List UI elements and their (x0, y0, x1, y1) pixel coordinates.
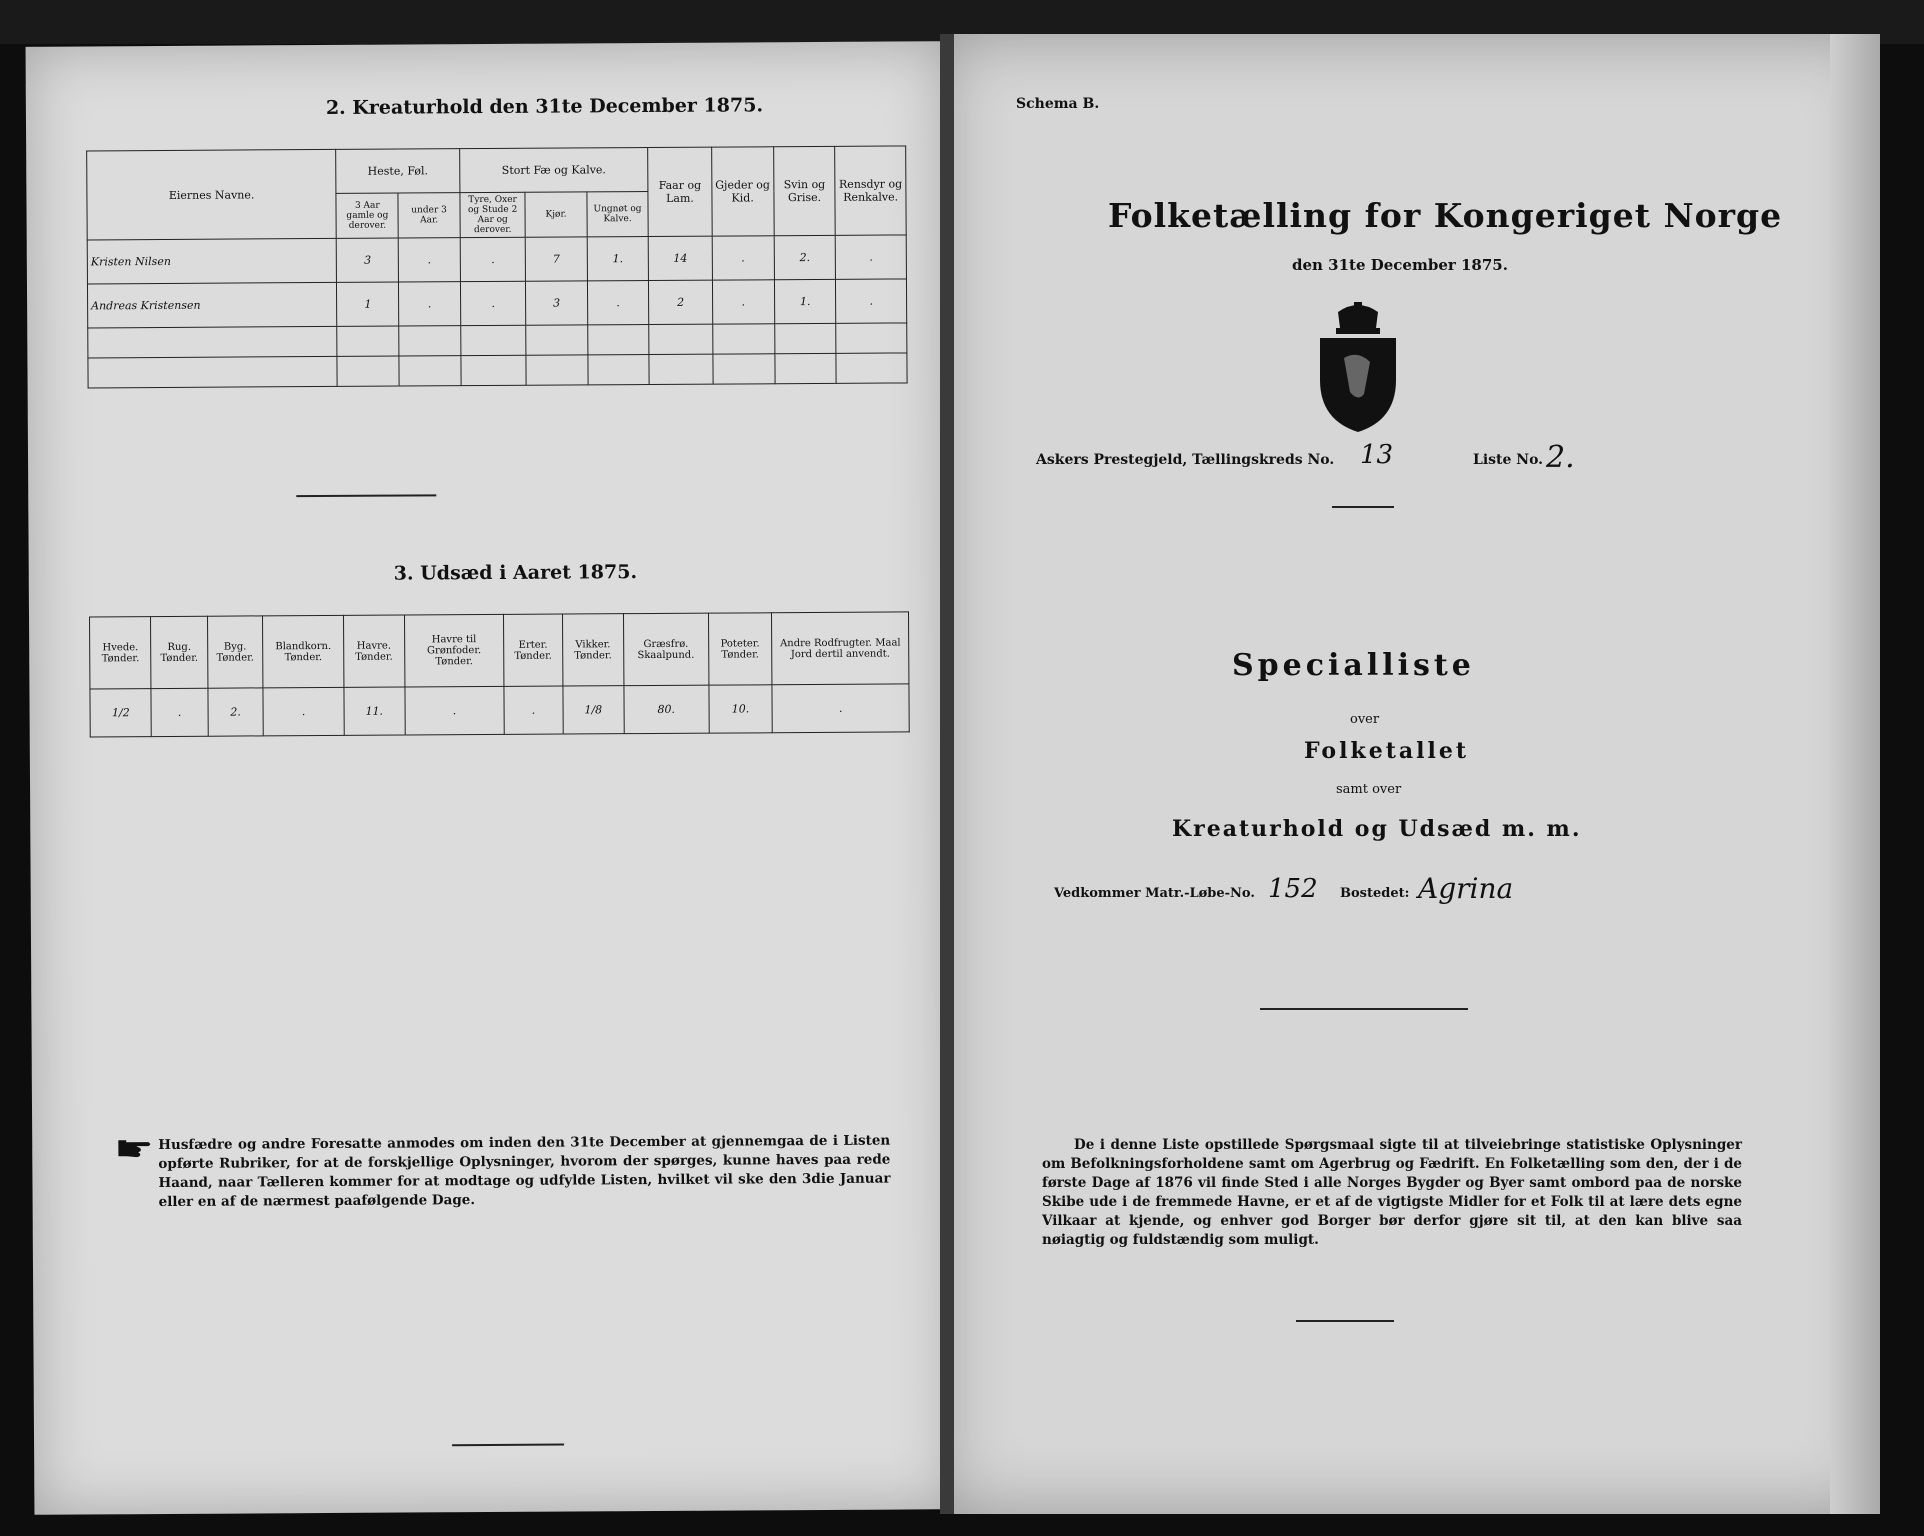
cell-value: . (399, 238, 461, 282)
pointing-hand-icon (118, 1136, 152, 1160)
sowing-value: . (504, 686, 563, 734)
special-heading: Specialliste (1232, 648, 1475, 683)
col-svin: Svin og Grise. (773, 146, 835, 235)
cell-value: 1. (587, 237, 649, 281)
col-faar: Faar og Lam. (648, 147, 712, 236)
liste-label: Liste No. (1473, 452, 1544, 468)
cell-value: . (460, 281, 526, 325)
sowing-col-header: Blandkorn. Tønder. (263, 615, 344, 687)
sowing-value: 1/2 (90, 689, 152, 737)
cell-value: 2 (649, 280, 713, 324)
cell-value: . (836, 235, 907, 279)
col-gjeder: Gjeder og Kid. (711, 147, 774, 236)
owner-name: Kristen Nilsen (87, 238, 337, 284)
sowing-col-header: Rug. Tønder. (151, 616, 208, 688)
sowing-col-header: Hvede. Tønder. (90, 617, 152, 689)
schema-label: Schema B. (1016, 96, 1100, 112)
sowing-value: . (151, 688, 207, 736)
sowing-col-header: Erter. Tønder. (504, 614, 563, 686)
divider (1332, 506, 1394, 508)
notice-text: Husfædre og andre Foresatte anmodes om inden den 31te December at gjennemgaa de i Listen opførte Rubriker, for at de forskjellige Oplysninger, hvorom der spørges, kunne haves paa rede Haand, naar Tælleren kommer for at modtage og udfylde Listen, hvilket vil ske den 3die Januar eller en af de nærmest paafølgende Dage. (158, 1132, 891, 1211)
divider (1260, 1008, 1468, 1010)
cell-value: 1. (774, 279, 836, 323)
sub-ungnoet: Ungnøt og Kalve. (586, 192, 648, 237)
cell-value: . (712, 280, 774, 324)
samt-over-text: samt over (1336, 782, 1402, 797)
coat-of-arms-icon (1314, 302, 1402, 434)
cell-value: . (460, 237, 526, 281)
table-row (88, 323, 907, 358)
sowing-value: . (405, 686, 505, 735)
sowing-value: 80. (624, 685, 709, 734)
bostedet-value: Agrina (1418, 872, 1514, 905)
group-stort-fae: Stort Fæ og Kalve. (459, 148, 648, 193)
sub-kjer: Kjør. (525, 192, 586, 237)
kreatur-heading: Kreaturhold og Udsæd m. m. (1172, 816, 1582, 842)
cell-value: . (399, 282, 461, 326)
table-row (88, 353, 907, 388)
title-date: den 31te December 1875. (1292, 256, 1508, 274)
cell-value: 1 (337, 282, 399, 326)
sowing-value: . (263, 687, 344, 735)
right-page (940, 34, 1880, 1514)
sowing-col-header: Poteter. Tønder. (708, 613, 772, 685)
sowing-table (89, 611, 910, 737)
group-heste: Heste, Føl. (336, 149, 460, 194)
sowing-col-header: Havre. Tønder. (343, 615, 404, 687)
liste-number: 2. (1546, 440, 1575, 475)
divider (296, 494, 436, 497)
matr-number: 152 (1268, 874, 1318, 904)
divider (1296, 1320, 1394, 1322)
sowing-value: 10. (708, 685, 772, 733)
sub-heste-young: under 3 Aar. (398, 193, 460, 238)
cell-value: . (836, 279, 907, 323)
sowing-col-header: Vikker. Tønder. (562, 614, 624, 686)
cell-value: 3 (337, 238, 399, 282)
table-row (87, 235, 906, 284)
sowing-value: 2. (208, 688, 264, 736)
sowing-col-header: Havre til Grønfoder. Tønder. (404, 614, 504, 687)
left-page (26, 41, 955, 1515)
parish-label: Askers Prestegjeld, Tællingskreds No. (1036, 452, 1335, 468)
bostedet-label: Bostedet: (1340, 886, 1410, 901)
sowing-value: 11. (344, 687, 405, 735)
cell-value: 3 (526, 281, 587, 325)
sowing-col-header: Byg. Tønder. (207, 616, 263, 688)
matr-label: Vedkommer Matr.-Løbe-No. (1054, 886, 1255, 901)
intro-paragraph: De i denne Liste opstillede Spørgsmaal sigte til at tilveiebringe statistiske Oplysninger om Befolkningsforholdene samt om Agerbrug og Fædrift. En Folketælling som den, der i de første Dage af 1876 vil finde Sted i alle Norges Bygder og Byer samt ombord paa de norske Skibe ude i de fremmede Havne, er et af de vigtigste Midler for et Folk til at lære dets egne Vilkaar at kjende, og enhver god Borger bør derfor gjøre sit til, at den kan blive saa nøiagtig og fuldstændig som muligt. (1042, 1137, 1742, 1248)
kreds-number: 13 (1360, 440, 1394, 470)
page-title: Folketælling for Kongeriget Norge (1108, 196, 1783, 235)
sowing-col-header: Andre Rodfrugter. Maal Jord dertil anvendt. (772, 612, 909, 685)
col-rensdyr: Rensdyr og Renkalve. (835, 146, 906, 235)
divider (452, 1444, 564, 1447)
sub-heste-old: 3 Aar gamle og derover. (336, 193, 398, 238)
table-row (90, 684, 909, 737)
table-row (87, 279, 906, 328)
cell-value: 14 (649, 236, 713, 280)
sub-tyre: Tyre, Oxer og Stude 2 Aar og derover. (460, 192, 526, 237)
cell-value: . (587, 281, 649, 325)
sowing-value: . (772, 684, 909, 733)
livestock-table (86, 145, 907, 388)
sowing-col-header: Græsfrø. Skaalpund. (623, 613, 708, 686)
owner-name: Andreas Kristensen (87, 282, 337, 328)
folketallet-heading: Folketallet (1304, 738, 1469, 764)
over-text: over (1350, 712, 1380, 727)
section2-heading: 2. Kreaturhold den 31te December 1875. (325, 94, 764, 119)
col-owner: Eiernes Navne. (87, 149, 337, 240)
cell-value: . (712, 236, 774, 280)
cell-value: 7 (526, 237, 587, 281)
cell-value: 2. (774, 235, 836, 279)
section3-heading: 3. Udsæd i Aaret 1875. (393, 561, 638, 585)
sowing-value: 1/8 (563, 686, 624, 734)
